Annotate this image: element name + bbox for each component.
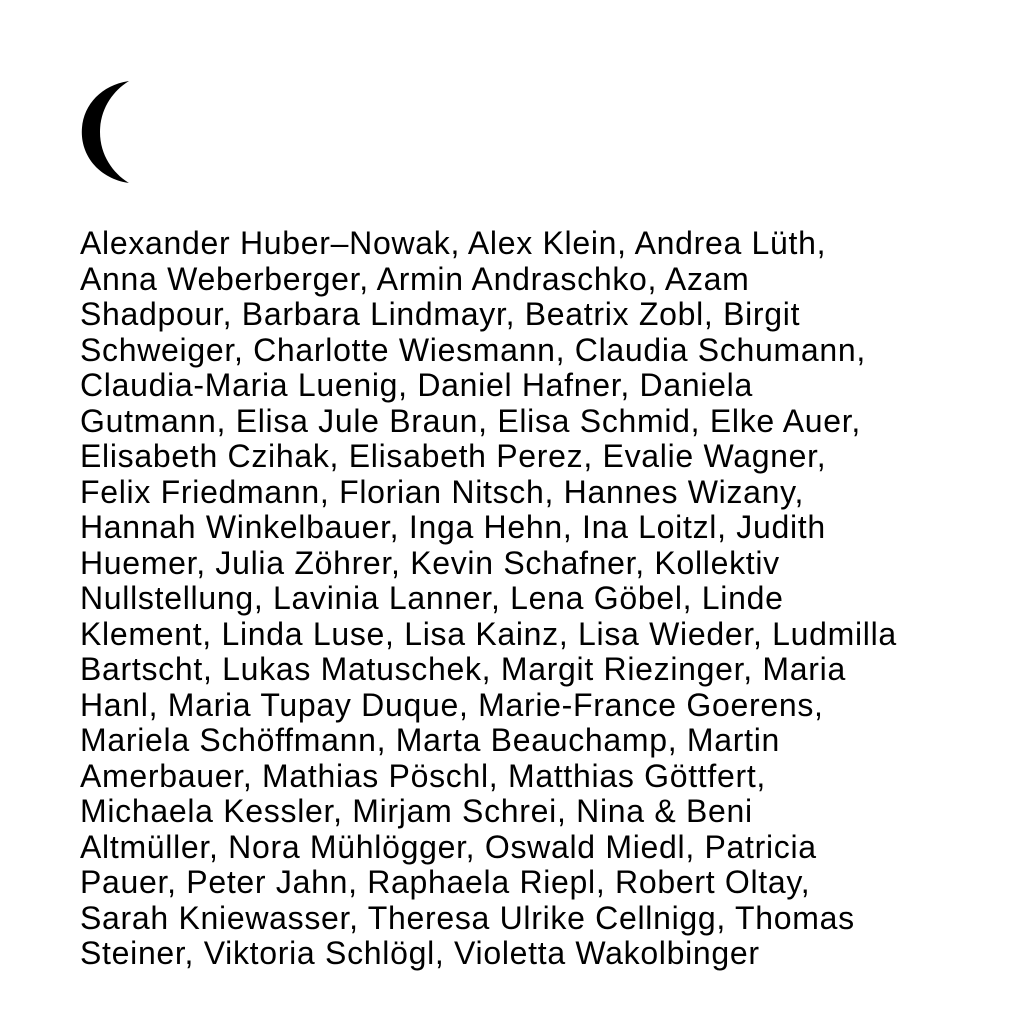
artist-list-line: Shadpour, Barbara Lindmayr, Beatrix Zobl, Birgit <box>80 296 801 332</box>
open-paren-icon <box>81 79 130 185</box>
artist-list-line: Hanl, Maria Tupay Duque, Marie-France Goerens, <box>80 686 824 723</box>
artist-list-line: Mariela Schöffmann, Marta Beauchamp, Martin <box>80 722 781 758</box>
artist-list-line: Alexander Huber–Nowak, Alex Klein, Andrea Lüth, <box>80 225 827 261</box>
artist-list-line: Bartscht, Lukas Matuschek, Margit Riezinger, Maria <box>80 651 846 687</box>
artist-list-line: Amerbauer, Mathias Pöschl, Matthias Göttfert, <box>80 757 766 794</box>
artist-list-line: Klement, Linda Luse, Lisa Kainz, Lisa Wieder, Ludmilla <box>80 615 897 652</box>
artist-list-line: Anna Weberberger, Armin Andraschko, Azam <box>80 260 750 297</box>
artist-list-line: Pauer, Peter Jahn, Raphaela Riepl, Robert Oltay, <box>80 864 811 900</box>
artist-list-line: Altmüller, Nora Mühlögger, Oswald Miedl, Patricia <box>80 828 817 865</box>
artist-list-line: Claudia-Maria Luenig, Daniel Hafner, Daniela <box>80 367 753 403</box>
artist-list-line: Schweiger, Charlotte Wiesmann, Claudia Schumann, <box>80 331 866 368</box>
artist-list-line: Steiner, Viktoria Schlögl, Violetta Wakolbinger <box>80 935 760 971</box>
logo-open-paren[interactable] <box>81 79 130 185</box>
artist-list-line: Michaela Kessler, Mirjam Schrei, Nina & Beni <box>80 793 753 829</box>
artist-list-line: Nullstellung, Lavinia Lanner, Lena Göbel, Linde <box>80 580 784 616</box>
artist-list-line: Gutmann, Elisa Jule Braun, Elisa Schmid, Elke Auer, <box>80 402 861 439</box>
artist-list-line: Sarah Kniewasser, Theresa Ulrike Cellnigg, Thomas <box>80 899 855 936</box>
artist-list-line: Elisabeth Czihak, Elisabeth Perez, Evalie Wagner, <box>80 438 827 474</box>
artist-list-line: Hannah Winkelbauer, Inga Hehn, Ina Loitzl, Judith <box>80 509 826 545</box>
artist-list <box>80 226 897 972</box>
artist-list-line: Felix Friedmann, Florian Nitsch, Hannes Wizany, <box>80 473 805 510</box>
artist-list-line: Huemer, Julia Zöhrer, Kevin Schafner, Kollektiv <box>80 544 780 581</box>
